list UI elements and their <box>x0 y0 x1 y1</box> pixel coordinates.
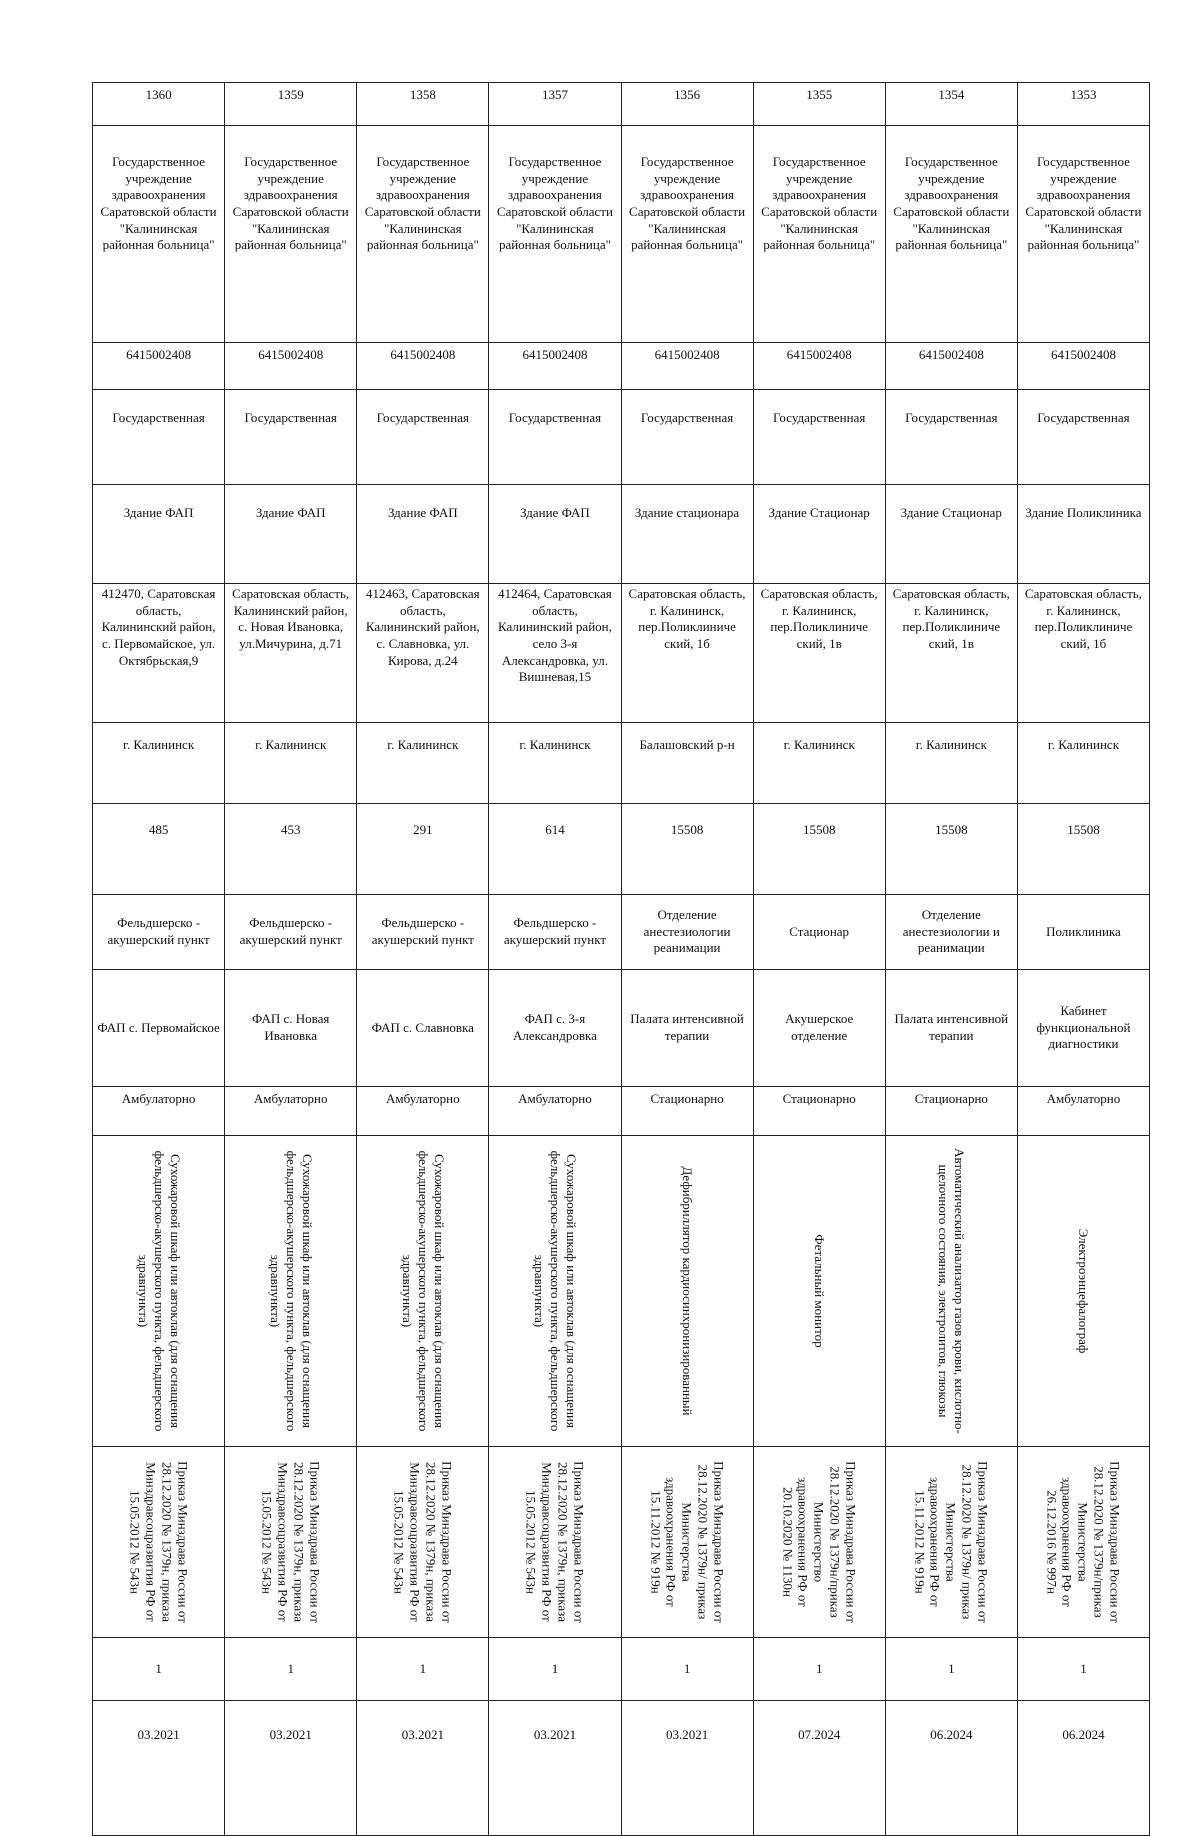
quantity-value: 1 <box>621 1638 753 1701</box>
row-care-mode <box>93 1087 1150 1136</box>
quantity-value: 1 <box>753 1638 885 1701</box>
organization-name: Государственное учреждение здравоохранения Саратовской области "Калининская районная больница" <box>225 126 357 343</box>
ownership-type: Государственная <box>1017 390 1149 485</box>
equipment-table <box>92 82 1150 1836</box>
building-name: Здание Поликлиника <box>1017 485 1149 584</box>
care-mode: Амбулаторно <box>93 1087 225 1136</box>
equipment-name: Дефибриллятор кардиосинхронизированный <box>679 1166 695 1416</box>
code-value: 15508 <box>885 804 1017 895</box>
ownership-type: Государственная <box>357 390 489 485</box>
ownership-type: Государственная <box>93 390 225 485</box>
division-name: Фельдшерско - акушерский пункт <box>93 895 225 970</box>
division-name: Фельдшерско - акушерский пункт <box>225 895 357 970</box>
city-name: г. Калининск <box>1017 723 1149 804</box>
ownership-type: Государственная <box>621 390 753 485</box>
address-text: 412470, Саратовская область, Калининский район, с. Первомайское, ул. Октябрьская,9 <box>93 584 225 723</box>
care-mode: Амбулаторно <box>489 1087 621 1136</box>
inn-value: 6415002408 <box>225 343 357 390</box>
inn-value: 6415002408 <box>489 343 621 390</box>
unit-name: ФАП с. Новая Ивановка <box>225 970 357 1087</box>
building-name: Здание Стационар <box>753 485 885 584</box>
city-name: г. Калининск <box>885 723 1017 804</box>
address-text: Саратовская область, г. Калининск, пер.Поликлиниче ский, 1б <box>1017 584 1149 723</box>
quantity-value: 1 <box>225 1638 357 1701</box>
unit-name: ФАП с. 3-я Александровка <box>489 970 621 1087</box>
city-name: г. Калининск <box>753 723 885 804</box>
equipment-name: Автоматический анализатор газов крови, кислотно-щелочного состояния, электролитов, глюкозы <box>936 1148 968 1434</box>
row-organization <box>93 126 1150 343</box>
organization-name: Государственное учреждение здравоохранения Саратовской области "Калининская районная больница" <box>93 126 225 343</box>
inn-value: 6415002408 <box>93 343 225 390</box>
organization-name: Государственное учреждение здравоохранения Саратовской области "Калининская районная больница" <box>1017 126 1149 343</box>
address-text: Саратовская область, г. Калининск, пер.Поликлиниче ский, 1б <box>621 584 753 723</box>
row-unit <box>93 970 1150 1087</box>
unit-name: Палата интенсивной терапии <box>621 970 753 1087</box>
address-text: 412463, Саратовская область, Калининский район, с. Славновка, ул. Кирова, д.24 <box>357 584 489 723</box>
row-record-numbers <box>93 83 1150 126</box>
inn-value: 6415002408 <box>357 343 489 390</box>
address-text: 412464, Саратовская область, Калининский район, село 3-я Александровка, ул. Вишневая,15 <box>489 584 621 723</box>
row-inn <box>93 343 1150 390</box>
date-value: 03.2021 <box>621 1701 753 1836</box>
ownership-type: Государственная <box>489 390 621 485</box>
city-name: г. Калининск <box>93 723 225 804</box>
quantity-value: 1 <box>93 1638 225 1701</box>
ownership-type: Государственная <box>753 390 885 485</box>
code-value: 15508 <box>1017 804 1149 895</box>
quantity-value: 1 <box>489 1638 621 1701</box>
record-number: 1357 <box>489 83 621 126</box>
record-number: 1358 <box>357 83 489 126</box>
row-regulatory-order <box>93 1447 1150 1638</box>
date-value: 03.2021 <box>357 1701 489 1836</box>
equipment-name: Фетальный монитор <box>812 1234 828 1348</box>
order-reference: Приказ Минздрава России от 28.12.2020 № 1379н/приказ Министерство здравоохранения РФ от 20.10.2020 № 1130н <box>780 1461 859 1623</box>
equipment-name: Электроэнцефалограф <box>1076 1228 1092 1354</box>
division-name: Стационар <box>753 895 885 970</box>
city-name: г. Калининск <box>225 723 357 804</box>
inn-value: 6415002408 <box>621 343 753 390</box>
building-name: Здание ФАП <box>225 485 357 584</box>
order-reference: Приказ Минздрава России от 28.12.2020 № 1379н, приказа Минздравсоцразвития РФ от 15.05.2012 № 543н <box>127 1461 191 1623</box>
city-name: г. Калининск <box>489 723 621 804</box>
date-value: 07.2024 <box>753 1701 885 1836</box>
row-address <box>93 584 1150 723</box>
equipment-name: Сухожаровой шкаф или автоклав (для оснащения фельдшерско-акушерского пункта, фельдшерского здравпункта) <box>267 1150 315 1432</box>
division-name: Фельдшерско - акушерский пункт <box>489 895 621 970</box>
building-name: Здание Стационар <box>885 485 1017 584</box>
unit-name: ФАП с. Первомайское <box>93 970 225 1087</box>
unit-name: ФАП с. Славновка <box>357 970 489 1087</box>
row-code <box>93 804 1150 895</box>
quantity-value: 1 <box>1017 1638 1149 1701</box>
division-name: Фельдшерско - акушерский пункт <box>357 895 489 970</box>
city-name: Балашовский р-н <box>621 723 753 804</box>
address-text: Саратовская область, г. Калининск, пер.Поликлиниче ский, 1в <box>885 584 1017 723</box>
ownership-type: Государственная <box>885 390 1017 485</box>
date-value: 03.2021 <box>93 1701 225 1836</box>
ownership-type: Государственная <box>225 390 357 485</box>
care-mode: Амбулаторно <box>225 1087 357 1136</box>
row-equipment <box>93 1136 1150 1447</box>
equipment-name: Сухожаровой шкаф или автоклав (для оснащения фельдшерско-акушерского пункта, фельдшерского здравпункта) <box>399 1150 447 1432</box>
record-number: 1354 <box>885 83 1017 126</box>
record-number: 1353 <box>1017 83 1149 126</box>
date-value: 03.2021 <box>225 1701 357 1836</box>
code-value: 291 <box>357 804 489 895</box>
date-value: 06.2024 <box>1017 1701 1149 1836</box>
order-reference: Приказ Минздрава России от 28.12.2020 № 1379н/ приказ Министерства здравоохранения РФ от 15.11.2012 № 919н <box>912 1461 991 1623</box>
quantity-value: 1 <box>885 1638 1017 1701</box>
care-mode: Амбулаторно <box>1017 1087 1149 1136</box>
row-building <box>93 485 1150 584</box>
record-number: 1356 <box>621 83 753 126</box>
inn-value: 6415002408 <box>885 343 1017 390</box>
building-name: Здание ФАП <box>489 485 621 584</box>
quantity-value: 1 <box>357 1638 489 1701</box>
division-name: Поликлиника <box>1017 895 1149 970</box>
row-division <box>93 895 1150 970</box>
code-value: 453 <box>225 804 357 895</box>
building-name: Здание стационара <box>621 485 753 584</box>
unit-name: Акушерское отделение <box>753 970 885 1087</box>
organization-name: Государственное учреждение здравоохранения Саратовской области "Калининская районная больница" <box>489 126 621 343</box>
organization-name: Государственное учреждение здравоохранения Саратовской области "Калининская районная больница" <box>753 126 885 343</box>
unit-name: Палата интенсивной терапии <box>885 970 1017 1087</box>
care-mode: Стационарно <box>753 1087 885 1136</box>
organization-name: Государственное учреждение здравоохранения Саратовской области "Калининская районная больница" <box>885 126 1017 343</box>
equipment-name: Сухожаровой шкаф или автоклав (для оснащения фельдшерско-акушерского пункта, фельдшерского здравпункта) <box>532 1150 579 1432</box>
code-value: 614 <box>489 804 621 895</box>
order-reference: Приказ Минздрава России от 28.12.2020 № 1379н/ приказ Министерства здравоохранения РФ от 15.11.2012 № 919н <box>648 1461 727 1623</box>
row-quantity <box>93 1638 1150 1701</box>
code-value: 15508 <box>621 804 753 895</box>
city-name: г. Калининск <box>357 723 489 804</box>
care-mode: Амбулаторно <box>357 1087 489 1136</box>
record-number: 1359 <box>225 83 357 126</box>
row-city <box>93 723 1150 804</box>
code-value: 485 <box>93 804 225 895</box>
date-value: 06.2024 <box>885 1701 1017 1836</box>
care-mode: Стационарно <box>885 1087 1017 1136</box>
row-ownership <box>93 390 1150 485</box>
inn-value: 6415002408 <box>753 343 885 390</box>
record-number: 1355 <box>753 83 885 126</box>
order-reference: Приказ Минздрава России от 28.12.2020 № 1379н/приказ Министерства здравоохранения РФ от 26.12.2016 № 997н <box>1044 1461 1124 1623</box>
organization-name: Государственное учреждение здравоохранения Саратовской области "Калининская районная больница" <box>357 126 489 343</box>
row-date <box>93 1701 1150 1836</box>
unit-name: Кабинет функциональной диагностики <box>1017 970 1149 1087</box>
order-reference: Приказ Минздрава России от 28.12.2020 № 1379н, приказа Минздравсоцразвития РФ от 15.05.2012 № 543н <box>259 1461 323 1623</box>
date-value: 03.2021 <box>489 1701 621 1836</box>
building-name: Здание ФАП <box>357 485 489 584</box>
record-number: 1360 <box>93 83 225 126</box>
address-text: Саратовская область, г. Калининск, пер.Поликлиниче ский, 1в <box>753 584 885 723</box>
address-text: Саратовская область, Калининский район, с. Новая Ивановка, ул.Мичурина, д.71 <box>225 584 357 723</box>
order-reference: Приказ Минздрава России от 28.12.2020 № 1379н, приказа Минздравсоцразвития РФ от 15.05.2012 № 543н <box>391 1461 455 1623</box>
division-name: Отделение анестезиологии и реанимации <box>885 895 1017 970</box>
code-value: 15508 <box>753 804 885 895</box>
inn-value: 6415002408 <box>1017 343 1149 390</box>
building-name: Здание ФАП <box>93 485 225 584</box>
order-reference: Приказ Минздрава России от 28.12.2020 № 1379н, приказа Минздравсоцразвития РФ от 15.05.2012 № 543н <box>524 1461 587 1623</box>
organization-name: Государственное учреждение здравоохранения Саратовской области "Калининская районная больница" <box>621 126 753 343</box>
equipment-name: Сухожаровой шкаф или автоклав (для оснащения фельдшерско-акушерского пункта, фельдшерского здравпункта) <box>135 1150 183 1432</box>
care-mode: Стационарно <box>621 1087 753 1136</box>
division-name: Отделение анестезиологии реанимации <box>621 895 753 970</box>
